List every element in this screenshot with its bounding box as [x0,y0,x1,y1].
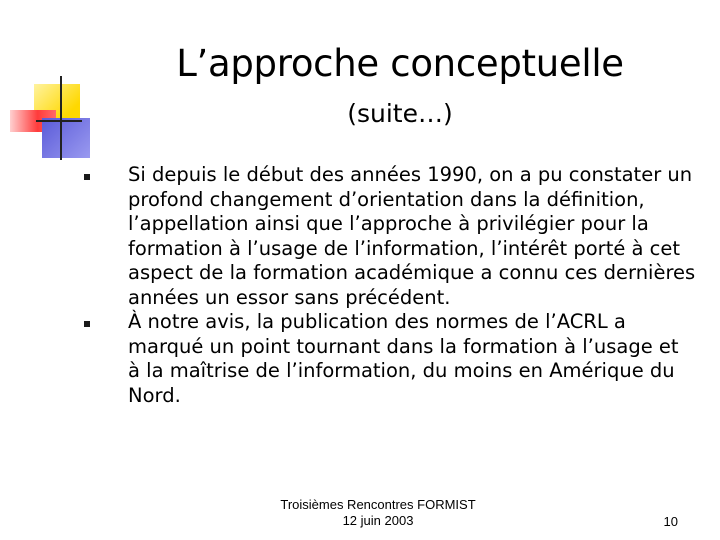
bullet-item [84,163,696,310]
page-number: 10 [663,514,678,529]
blue-square-shape [42,118,90,158]
horizontal-line-shape [36,120,82,122]
decorative-logo-icon [0,0,110,170]
slide-title [120,38,680,136]
bullet-list [84,163,696,408]
vertical-line-shape [60,76,62,160]
square-bullet-icon [84,321,90,327]
bullet-text: À notre avis, la publication des normes de l’ACRL a marqué un point tournant dans la formation à l’usage et à la maîtrise de l’information, du moins en Amérique du Nord. [128,310,679,407]
title-line-2: (suite…) [347,99,453,128]
footer-event: Troisièmes Rencontres FORMIST [280,497,476,512]
title-line-1: L’approche conceptuelle [176,42,624,85]
slide-footer [250,497,506,529]
footer-date: 12 juin 2003 [342,513,414,528]
square-bullet-icon [84,174,90,180]
bullet-text: Si depuis le début des années 1990, on a pu constater un profond changement d’orientation dans la définition, l’appellation ainsi que l’approche à privilégier pour la formation à l’usage de l’information, l’intérêt porté à cet aspect de la formation académique a connu ces dernières années un essor sans précédent. [128,163,696,309]
bullet-item [84,310,696,408]
